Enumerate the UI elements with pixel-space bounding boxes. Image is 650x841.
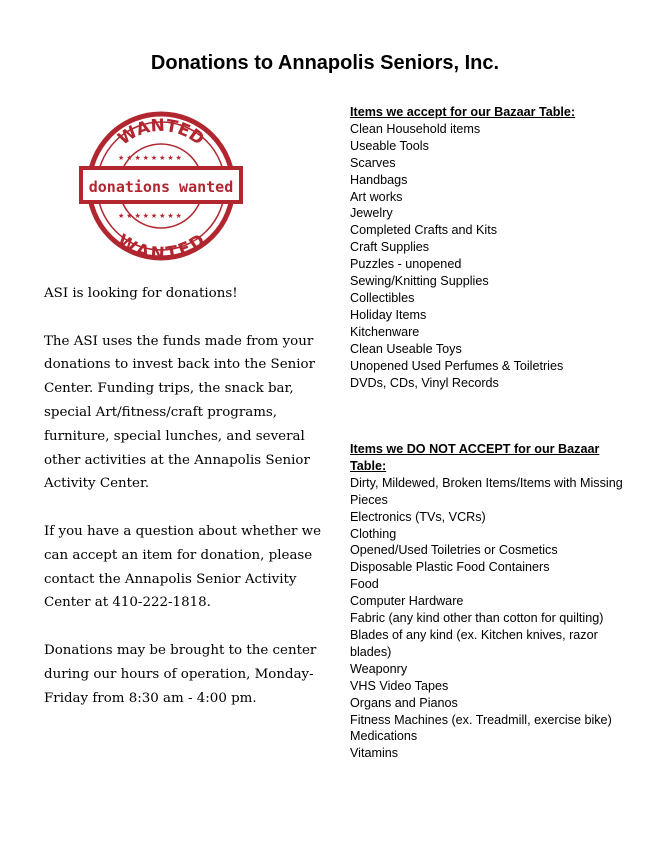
accepted-item: DVDs, CDs, Vinyl Records: [350, 375, 499, 390]
accepted-item: Kitchenware: [350, 324, 420, 339]
rejected-item: Disposable Plastic Food Containers: [350, 560, 550, 575]
accepted-item: Jewelry: [350, 206, 393, 221]
donations-wanted-stamp: [76, 110, 246, 262]
svg-text:★ ★ ★ ★ ★ ★ ★ ★: ★ ★ ★ ★ ★ ★ ★ ★: [118, 213, 182, 220]
rejected-item: Electronics (TVs, VCRs): [350, 509, 486, 524]
accepted-item: Useable Tools: [350, 138, 429, 153]
rejected-items-heading: Items we DO NOT ACCEPT for our Bazaar Table:: [350, 442, 600, 473]
stamp-middle-text: donations wanted: [88, 178, 234, 196]
rejected-item: Vitamins: [350, 746, 399, 761]
accepted-item: Sewing/Knitting Supplies: [350, 274, 489, 289]
rejected-item: VHS Video Tapes: [350, 678, 449, 693]
svg-text:★ ★ ★ ★ ★ ★ ★ ★: ★ ★ ★ ★ ★ ★ ★ ★: [118, 155, 182, 162]
intro-text: [44, 282, 344, 734]
rejected-item: Computer Hardware: [350, 594, 464, 609]
accepted-item: Art works: [350, 189, 403, 204]
rejected-item: Clothing: [350, 526, 397, 541]
rejected-item: Medications: [350, 729, 418, 744]
page-title: Donations to Annapolis Seniors, Inc.: [150, 52, 500, 74]
intro-paragraph-3: If you have a question about whether we can accept an item for donation, please contact the Annapolis Senior Activity Center at 410-222-1818.: [44, 523, 322, 611]
accepted-item: Puzzles - unopened: [350, 257, 462, 272]
accepted-items-section: [350, 104, 630, 391]
rejected-item: Fitness Machines (ex. Treadmill, exercise bike): [350, 712, 612, 727]
accepted-item: Collectibles: [350, 290, 415, 305]
rejected-item: Organs and Pianos: [350, 695, 458, 710]
accepted-item: Completed Crafts and Kits: [350, 223, 497, 238]
stamp-top-text: WANTED: [114, 115, 208, 150]
rejected-item: Food: [350, 577, 379, 592]
stamp-bottom-text: WANTED: [113, 230, 209, 262]
rejected-item: Weaponry: [350, 661, 408, 676]
rejected-item: Opened/Used Toiletries or Cosmetics: [350, 543, 558, 558]
accepted-item: Unopened Used Perfumes & Toiletries: [350, 358, 564, 373]
rejected-item: Dirty, Mildewed, Broken Items/Items with Missing Pieces: [350, 475, 623, 507]
accepted-item: Holiday Items: [350, 307, 427, 322]
accepted-items-heading: Items we accept for our Bazaar Table:: [350, 105, 576, 119]
accepted-item: Clean Household items: [350, 121, 481, 136]
intro-paragraph-1: ASI is looking for donations!: [44, 286, 238, 301]
rejected-items-section: [350, 441, 630, 762]
accepted-item: Clean Useable Toys: [350, 341, 462, 356]
intro-paragraph-2: The ASI uses the funds made from your donations to invest back into the Senior Center. Funding trips, the snack bar, special Art/fitness/craft programs, furniture, special lunches, and several other activities at the Annapolis Senior Activity Center.: [44, 333, 316, 492]
intro-paragraph-4: Donations may be brought to the center during our hours of operation, Monday-Friday from 8:30 am - 4:00 pm.: [44, 642, 317, 706]
rejected-item: Fabric (any kind other than cotton for quilting): [350, 611, 604, 626]
accepted-item: Handbags: [350, 172, 408, 187]
rejected-item: Blades of any kind (ex. Kitchen knives, razor blades): [350, 627, 598, 659]
accepted-item: Scarves: [350, 155, 396, 170]
accepted-item: Craft Supplies: [350, 240, 430, 255]
